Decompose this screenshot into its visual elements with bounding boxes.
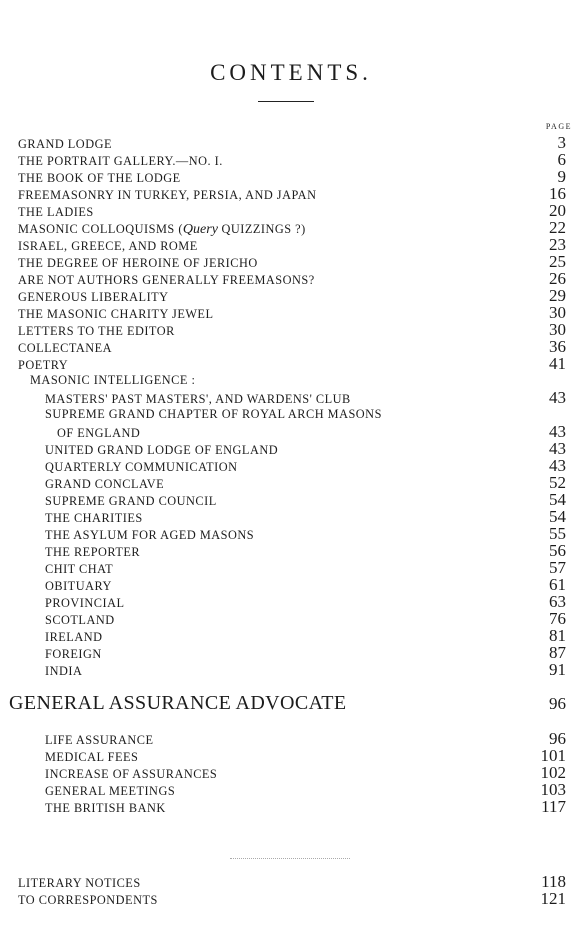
toc-entry-page: 63: [549, 592, 566, 611]
toc-entry-label: GENERAL MEETINGS: [45, 784, 176, 798]
leader-dashes: [315, 283, 532, 284]
toc-entry-page: 54: [549, 507, 566, 526]
toc-entry-page: 25: [549, 252, 566, 271]
toc-entry-label: FREEMASONRY IN TURKEY, PERSIA, AND JAPAN: [18, 188, 317, 202]
toc-entry: [18, 253, 566, 270]
toc-entry-label: PROVINCIAL: [45, 596, 125, 610]
toc-entry-label: MASONIC COLLOQUISMS (Query QUIZZINGS ?): [18, 222, 306, 237]
toc-entry-label: MEDICAL FEES: [45, 750, 139, 764]
toc-entry-label: ARE NOT AUTHORS GENERALLY FREEMASONS?: [18, 273, 315, 287]
leader-dashes: [175, 334, 532, 335]
toc-entry: [45, 610, 566, 627]
toc-entry: [45, 508, 566, 525]
toc-entry-page: 30: [549, 320, 566, 339]
toc-entry: [45, 542, 566, 559]
toc-entry-page: 101: [540, 746, 566, 765]
toc-entry-page: 29: [549, 286, 566, 305]
leader-dashes: [181, 181, 532, 182]
toc-entry: [18, 202, 566, 219]
toc-entry-label: OF ENGLAND: [57, 426, 141, 440]
leader-dashes: [238, 470, 533, 471]
toc-entry-page: 91: [549, 660, 566, 679]
leader-dashes: [102, 640, 532, 641]
toc-entry: [45, 747, 566, 764]
toc-entry-page: 55: [549, 524, 566, 543]
leader-dashes: [94, 215, 532, 216]
leader-dashes: [306, 232, 532, 233]
toc-entry-label: COLLECTANEA: [18, 341, 112, 355]
toc-entry-label: SUPREME GRAND CHAPTER OF ROYAL ARCH MASONS: [45, 407, 382, 421]
toc-entry: [45, 576, 566, 593]
toc-entry-page: 96: [549, 729, 566, 748]
toc-entry-label: GENERAL ASSURANCE ADVOCATE: [9, 692, 347, 714]
toc-entry: [18, 151, 566, 168]
leader-dashes: [112, 147, 532, 148]
toc-entry-label: INCREASE OF ASSURANCES: [45, 767, 218, 781]
toc-entry-label: THE ASYLUM FOR AGED MASONS: [45, 528, 255, 542]
toc-entry: [45, 798, 566, 815]
toc-entry-label: THE BRITISH BANK: [45, 801, 166, 815]
toc-entry: [45, 457, 566, 474]
toc-entry-page: 52: [549, 473, 566, 492]
leader-dashes: [153, 743, 532, 744]
leader-dashes: [115, 623, 532, 624]
leader-dashes: [258, 266, 532, 267]
toc-entry: [18, 168, 566, 185]
toc-entry: [18, 304, 566, 321]
leader-dashes: [164, 487, 532, 488]
toc-entry: [45, 491, 566, 508]
toc-entry-label: ISRAEL, GREECE, AND ROME: [18, 239, 198, 253]
toc-entry: [18, 134, 566, 151]
leader-dashes: [124, 606, 532, 607]
leader-dashes: [316, 198, 532, 199]
toc-entry-label: THE REPORTER: [45, 545, 141, 559]
toc-entry-page: 43: [549, 456, 566, 475]
leader-dashes: [217, 777, 532, 778]
toc-entry: [45, 389, 566, 406]
leader-dashes: [254, 538, 532, 539]
toc-entry-label: THE BOOK OF THE LODGE: [18, 171, 181, 185]
toc-entry-label: SUPREME GRAND COUNCIL: [45, 494, 217, 508]
toc-entry-page: 96: [549, 694, 566, 713]
toc-entry-page: 117: [541, 797, 566, 816]
toc-entry: [45, 764, 566, 781]
leader-dashes: [213, 317, 532, 318]
toc-entry: [45, 730, 566, 747]
toc-entry-page: 43: [549, 388, 566, 407]
section-divider: [230, 858, 350, 859]
leader-dashes: [169, 300, 532, 301]
toc-entry-page: 6: [557, 150, 566, 169]
leader-dashes: [82, 674, 532, 675]
toc-entry: [18, 873, 566, 890]
toc-entry: [30, 372, 566, 389]
toc-entry: [18, 287, 566, 304]
page-title: CONTENTS.: [210, 60, 372, 85]
toc-entry-page: 9: [557, 167, 566, 186]
toc-entry: [18, 270, 566, 287]
toc-entry: [18, 355, 566, 372]
toc-entry-label: CHIT CHAT: [45, 562, 114, 576]
toc-entry-page: 76: [549, 609, 566, 628]
toc-entry-page: 102: [540, 763, 566, 782]
leader-dashes: [102, 657, 532, 658]
leader-dashes: [278, 453, 532, 454]
toc-entry-label: MASONIC INTELLIGENCE :: [30, 373, 196, 387]
leader-dashes: [141, 886, 532, 887]
toc-entry: [45, 406, 566, 423]
toc-entry-page: 56: [549, 541, 566, 560]
toc-entry-label: FOREIGN: [45, 647, 102, 661]
toc-entry-page: 22: [549, 218, 566, 237]
leader-dashes: [113, 572, 532, 573]
toc-entry-page: 23: [549, 235, 566, 254]
toc-entry-page: 87: [549, 643, 566, 662]
leader-dashes: [112, 589, 532, 590]
toc-entry-page: 61: [549, 575, 566, 594]
toc-entry-page: 81: [549, 626, 566, 645]
toc-entry-page: 36: [549, 337, 566, 356]
toc-entry-label: THE CHARITIES: [45, 511, 143, 525]
toc-entry-label: GRAND CONCLAVE: [45, 477, 165, 491]
toc-entry-page: 57: [549, 558, 566, 577]
toc-entry-label: THE PORTRAIT GALLERY.—NO. I.: [18, 154, 223, 168]
toc-entry-label: IRELAND: [45, 630, 103, 644]
leader-dashes: [140, 436, 532, 437]
toc-entry: [18, 185, 566, 202]
toc-entry-label: LITERARY NOTICES: [18, 876, 141, 890]
toc-entry-label: UNITED GRAND LODGE OF ENGLAND: [45, 443, 279, 457]
leader-dashes: [68, 368, 532, 369]
toc-entry: [18, 338, 566, 355]
toc-entry-label: THE MASONIC CHARITY JEWEL: [18, 307, 214, 321]
leader-dashes: [158, 903, 532, 904]
toc-entry-page: 20: [549, 201, 566, 220]
toc-entry-label: OBITUARY: [45, 579, 112, 593]
toc-entry-label: INDIA: [45, 664, 83, 678]
toc-entry: [57, 423, 566, 440]
leader-dashes: [138, 760, 532, 761]
leader-dashes: [346, 708, 532, 709]
toc-entry: [9, 692, 566, 719]
toc-entry-label: GENEROUS LIBERALITY: [18, 290, 169, 304]
title-rule: [258, 101, 314, 102]
toc-entry-page: 3: [557, 133, 566, 152]
toc-entry: [18, 219, 566, 236]
toc-entry-label: TO CORRESPONDENTS: [18, 893, 158, 907]
leader-dashes: [198, 249, 532, 250]
toc-entry-page: 43: [549, 422, 566, 441]
toc-entry: [45, 781, 566, 798]
toc-entry-label: THE DEGREE OF HEROINE OF JERICHO: [18, 256, 258, 270]
toc-entry: [18, 236, 566, 253]
toc-entry-label: GRAND LODGE: [18, 137, 112, 151]
toc-entry-page: 26: [549, 269, 566, 288]
toc-entry-label: SCOTLAND: [45, 613, 115, 627]
toc-entry-page: 103: [540, 780, 566, 799]
toc-entry-label: THE LADIES: [18, 205, 94, 219]
toc-entry: [18, 890, 566, 907]
leader-dashes: [223, 164, 532, 165]
toc-entry: [45, 440, 566, 457]
toc-entry-label: QUARTERLY COMMUNICATION: [45, 460, 238, 474]
toc-entry-page: 41: [549, 354, 566, 373]
toc-entry-page: 43: [549, 439, 566, 458]
toc-entry: [45, 474, 566, 491]
leader-dashes: [175, 794, 532, 795]
toc-entry-label: LETTERS TO THE EDITOR: [18, 324, 175, 338]
leader-dashes: [351, 402, 532, 403]
toc-entry-page: 121: [540, 889, 566, 908]
toc-entry: [45, 644, 566, 661]
toc-entry-label: LIFE ASSURANCE: [45, 733, 154, 747]
leader-dashes: [166, 811, 532, 812]
toc-entry-page: 16: [549, 184, 566, 203]
leader-dashes: [217, 504, 532, 505]
toc-entry: [45, 593, 566, 610]
toc-entry-page: 54: [549, 490, 566, 509]
toc-entry: [45, 559, 566, 576]
toc-entry-label: MASTERS' PAST MASTERS', AND WARDENS' CLUB: [45, 392, 351, 406]
leader-dashes: [140, 555, 532, 556]
toc-entry: [45, 627, 566, 644]
leader-dashes: [112, 351, 532, 352]
toc-entry: [45, 661, 566, 678]
toc-entry: [18, 321, 566, 338]
page-column-label: PAGE: [545, 122, 572, 131]
leader-dashes: [143, 521, 532, 522]
toc-entry: [45, 525, 566, 542]
toc-entry-page: 30: [549, 303, 566, 322]
toc-entry-page: 118: [541, 872, 566, 891]
toc-entry-label: POETRY: [18, 358, 69, 372]
